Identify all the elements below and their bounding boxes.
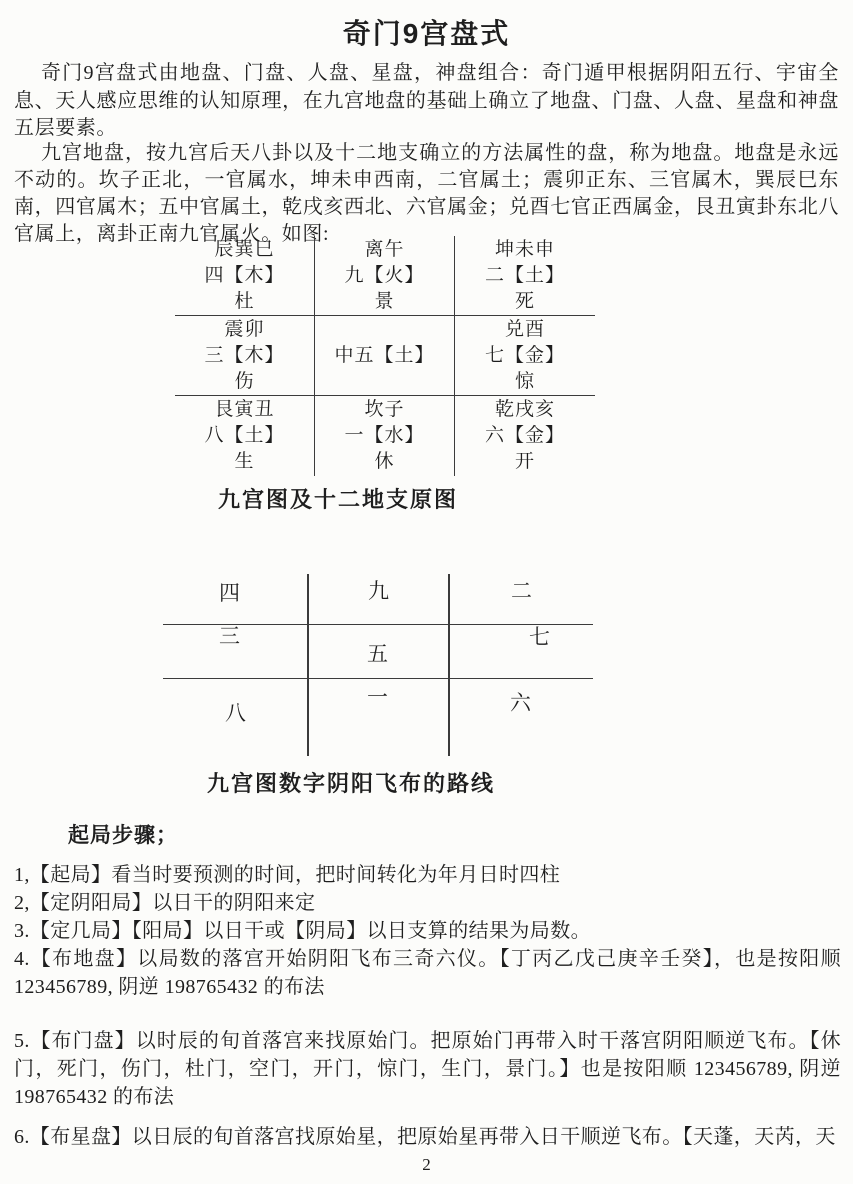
cell-gate: 死 <box>514 291 535 313</box>
earth-plate-paragraph: 九宫地盘，按九宫后天八卦以及十二地支确立的方法属性的盘，称为地盘。地盘是永远不动的。坎子正北，一官属水，坤未申西南，二官属土；震卯正东、三官属木，巽辰巳东南，四官属木；五中官属土，乾戌亥西北、六官属金；兑酉七官正西属金，艮丑寅卦东北八官属上，离卦正南九官属火。如图: <box>14 141 839 245</box>
grid-horizontal-line <box>163 678 593 680</box>
table-cell-palace-2 <box>455 236 595 316</box>
step-item-2: 2,【定阴阳局】以日干的阴阳来定 <box>14 891 316 914</box>
grid-number: 一 <box>367 684 388 709</box>
grid-number: 三 <box>219 623 240 648</box>
cell-branches: 兑酉 <box>504 318 545 340</box>
cell-gate <box>315 369 454 395</box>
grid-vertical-line <box>448 574 450 756</box>
nine-palace-table <box>175 236 597 476</box>
table-cell-palace-7 <box>455 316 595 396</box>
cell-branches: 离午 <box>364 238 405 260</box>
cell-branches: 坎子 <box>364 398 405 420</box>
step-item-4: 4.【布地盘】以局数的落宫开始阴阳飞布三奇六仪。【丁丙乙戊己庚辛壬癸】，也是按阳顺 123456789, 阴逆 198765432 的布法 <box>14 947 841 998</box>
steps-list <box>14 861 839 1151</box>
flying-route-caption: 九宫图数字阴阳飞布的路线 <box>207 770 496 796</box>
page-number: 2 <box>422 1154 431 1174</box>
intro-paragraph: 奇门9宫盘式由地盘、门盘、人盘、星盘，神盘组合：奇门遁甲根据阴阳五行、宇宙全息、天人感应思维的认知原理，在九宫地盘的基础上确立了地盘、门盘、人盘、星盘和神盘五层要素。 <box>14 62 839 139</box>
cell-gate: 惊 <box>514 371 535 393</box>
step-item-5: 5.【布门盘】以时辰的旬首落宫来找原始门。把原始门再带入时干落宫阴阳顺逆飞布。【休门，死门，伤门，杜门，空门，开门，惊门，生门，景门。】也是按阳顺 123456789, 阴逆 198765432 的布法 <box>14 1029 841 1108</box>
cell-number-element: 中五【土】 <box>334 344 435 366</box>
cell-number-element: 九【火】 <box>344 264 425 286</box>
cell-gate: 伤 <box>234 371 255 393</box>
table-cell-palace-9 <box>315 236 455 316</box>
grid-number: 六 <box>510 690 531 715</box>
grid-number: 四 <box>219 580 240 605</box>
step-item-6: 6.【布星盘】以日辰的旬首落宫找原始星，把原始星再带入日干顺逆飞布。【天蓬，天芮，天 <box>14 1125 836 1148</box>
table-cell-palace-6 <box>455 396 595 476</box>
table-cell-palace-4 <box>175 236 315 316</box>
cell-branches: 艮寅丑 <box>214 398 275 420</box>
table-cell-palace-3 <box>175 316 315 396</box>
table-cell-palace-5 <box>315 316 455 396</box>
cell-branches: 乾戌亥 <box>494 398 555 420</box>
cell-gate: 开 <box>514 451 535 473</box>
grid-vertical-line <box>307 574 309 756</box>
nine-palace-diagram-caption: 九宫图及十二地支原图 <box>218 486 459 512</box>
cell-branches: 坤未申 <box>494 238 555 260</box>
grid-number: 八 <box>225 700 246 725</box>
cell-number-element: 六【金】 <box>484 424 565 446</box>
cell-number-element: 七【金】 <box>484 344 565 366</box>
cell-number-element: 八【土】 <box>204 424 285 446</box>
cell-branches <box>315 317 454 343</box>
grid-number: 九 <box>368 578 389 603</box>
step-item-3: 3.【定几局】【阳局】以日干或【阴局】以日支算的结果为局数。 <box>14 919 591 942</box>
cell-branches: 震卯 <box>224 318 265 340</box>
cell-number-element: 三【木】 <box>204 344 285 366</box>
cell-gate: 休 <box>374 451 395 473</box>
grid-number: 二 <box>511 578 532 603</box>
table-cell-palace-8 <box>175 396 315 476</box>
steps-heading: 起局步骤； <box>68 823 178 847</box>
page-title: 奇门9宫盘式 <box>342 18 511 49</box>
grid-number: 七 <box>529 624 550 649</box>
grid-number: 五 <box>367 641 388 666</box>
step-item-1: 1,【起局】看当时要预测的时间，把时间转化为年月日时四柱 <box>14 863 561 886</box>
table-cell-palace-1 <box>315 396 455 476</box>
cell-gate: 景 <box>374 291 395 313</box>
cell-branches: 辰巽巳 <box>214 238 275 260</box>
cell-number-element: 四【木】 <box>204 264 285 286</box>
cell-gate: 杜 <box>234 291 255 313</box>
cell-number-element: 一【水】 <box>344 424 425 446</box>
cell-number-element: 二【土】 <box>484 264 565 286</box>
nine-number-grid <box>163 574 593 756</box>
cell-gate: 生 <box>234 451 255 473</box>
